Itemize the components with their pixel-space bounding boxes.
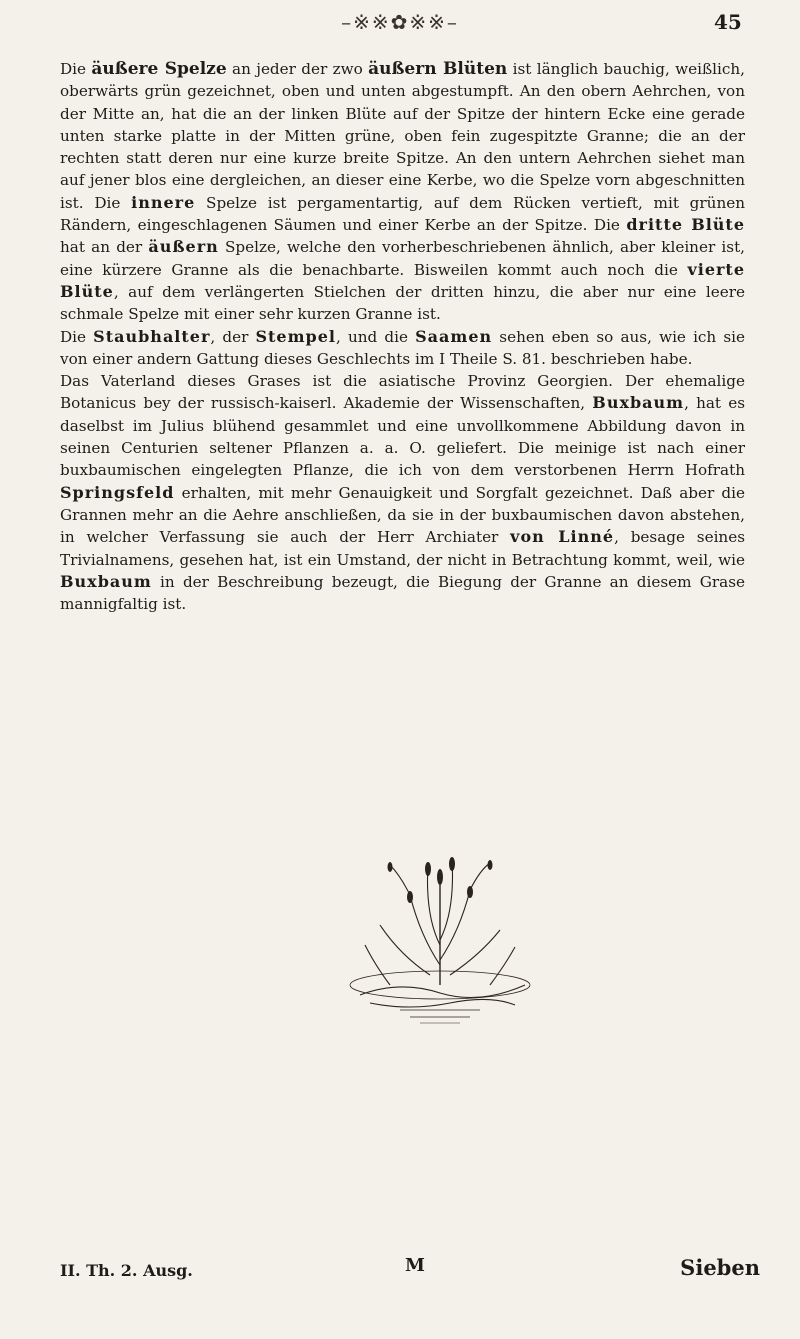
- body-text: [60, 58, 745, 615]
- emphasized-text: dritte Blüte: [626, 215, 745, 235]
- text-run: an jeder der zwo: [226, 60, 369, 78]
- text-run: , der: [210, 327, 256, 346]
- header-ornament: –※※✿※※–: [341, 10, 459, 34]
- page-footer: [60, 1255, 760, 1295]
- text-run: erhalten, mit mehr Genauigkeit und Sorgfalt gezeichnet. Daß aber die Grannen mehr an die Aehre anschließen, da sie in der buxbaumischen davon abstehen, in welcher Verfassung sie auch der Herr Archiater: [60, 483, 745, 547]
- emphasized-text: Saamen: [415, 326, 493, 346]
- text-run: in der Beschreibung bezeugt, die Biegung der Granne an diesem Grase mannigfaltig ist.: [60, 572, 745, 614]
- emphasized-text: vierte Blüte: [60, 259, 745, 301]
- emphasized-text: äußern: [148, 237, 219, 257]
- text-run: Spelze ist pergamentartig, auf dem Rücken vertieft, mit grünen Rändern, eingeschlagenen Säumen und einer Kerbe an der Spitze. Die: [60, 193, 745, 235]
- sheet-mark: M: [405, 1255, 425, 1276]
- grass-vignette-illustration: [330, 835, 550, 1055]
- text-run: Spelze, welche den vorherbeschriebenen ähnlich, aber kleiner ist, eine kürzere Granne als die benachbarte. Bisweilen kommt auch noch die: [60, 238, 745, 279]
- text-run: Die: [60, 60, 92, 78]
- catchword: Sieben: [680, 1255, 760, 1280]
- emphasized-text: äußern Blüten: [368, 59, 508, 79]
- emphasized-text: äußere Spelze: [91, 59, 227, 79]
- emphasized-text: Buxbaum: [592, 393, 685, 413]
- page-number: 45: [714, 10, 742, 34]
- paragraph: [60, 370, 745, 615]
- text-run: hat an der: [60, 238, 149, 257]
- text-run: , und die: [335, 327, 416, 346]
- text-run: Die: [60, 327, 94, 346]
- text-run: , hat es daselbst im Julius blühend gesammlet und eine unvollkommene Abbildung davon in seinen Centurien seltener Pflanzen a. a. O. geliefert. Die meinige ist nach einer buxbaumischen eingelegten Pflanze, die ich von dem verstorbenen Herrn Hofrath: [60, 394, 745, 480]
- emphasized-text: Stempel: [255, 326, 336, 346]
- paragraph: [60, 326, 745, 371]
- signature-mark: II. Th. 2. Ausg.: [60, 1261, 193, 1280]
- text-run: sehen eben so aus, wie ich sie von einer andern Gattung dieses Geschlechts im I Theile S. 81. beschrieben habe.: [60, 327, 745, 368]
- emphasized-text: innere: [131, 192, 196, 212]
- text-run: , auf dem verlängerten Stielchen der dritten hinzu, die aber nur eine leere schmale Spelze mit einer sehr kurzen Granne ist.: [60, 282, 745, 324]
- text-run: , besage seines Trivialnamens, gesehen hat, ist ein Umstand, der nicht in Betrachtung kommt, weil, wie: [60, 528, 745, 569]
- emphasized-text: Staubhalter: [93, 326, 211, 346]
- emphasized-text: Buxbaum: [60, 571, 152, 591]
- text-run: ist länglich bauchig, weißlich, oberwärts grün gezeichnet, oben und unten abgestumpft. An den obern Aehrchen, von der Mitte an, hat die an der linken Blüte auf der Spitze der hintern Ecke eine gerade unten starke platte in der Mitten grüne, oben fein zugespitzte Granne; die an der rechten statt deren nur eine kurze breite Spitze. An den untern Aehrchen siehet man auf jener blos eine dergleichen, an dieser eine Kerbe, wo die Spelze vorn abgeschnitten ist. Die: [60, 60, 745, 212]
- emphasized-text: Springsfeld: [60, 482, 175, 502]
- text-run: Das Vaterland dieses Grases ist die asiatische Provinz Georgien. Der ehemalige Botanicus bey der russisch-kaiserl. Akademie der Wissenschaften,: [60, 372, 745, 413]
- paragraph: [60, 58, 745, 326]
- emphasized-text: von Linné: [510, 527, 615, 547]
